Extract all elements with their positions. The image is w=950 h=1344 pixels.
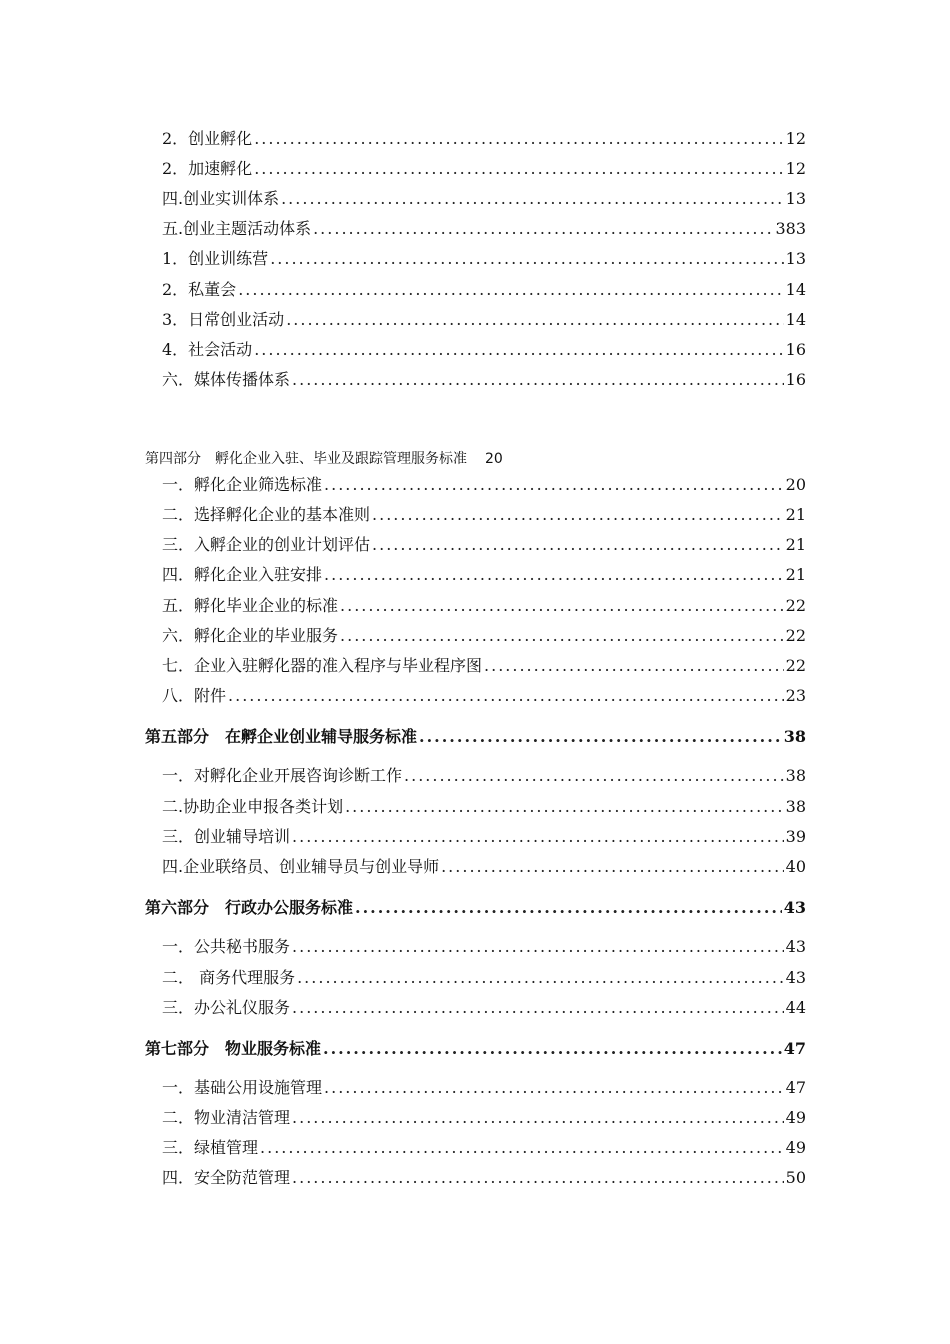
toc-label: 四．安全防范管理 xyxy=(162,1168,291,1187)
part-label: 第六部分 行政办公服务标准 xyxy=(145,898,354,917)
toc-label: 二． 商务代理服务 xyxy=(162,968,296,987)
leader-dots xyxy=(345,797,784,817)
toc-entry[interactable] xyxy=(162,535,806,555)
toc-page-number: 23 xyxy=(785,686,806,705)
part-label: 第七部分 物业服务标准 xyxy=(145,1039,322,1058)
toc-entry[interactable] xyxy=(162,1108,806,1128)
toc-entry[interactable] xyxy=(162,129,806,149)
toc-label: 一．基础公用设施管理 xyxy=(162,1078,323,1097)
toc-entry[interactable] xyxy=(162,475,806,495)
leader-dots xyxy=(340,596,784,616)
part4-heading[interactable] xyxy=(145,450,503,468)
leader-dots xyxy=(323,1039,782,1059)
toc-entry[interactable] xyxy=(162,656,806,676)
leader-dots xyxy=(228,686,784,706)
toc-page-number: 21 xyxy=(785,535,806,554)
toc-label: 一．孵化企业筛选标准 xyxy=(162,475,323,494)
toc-entry[interactable] xyxy=(162,280,806,300)
toc-entry[interactable] xyxy=(162,219,806,239)
toc-page-number: 38 xyxy=(785,766,806,785)
toc-entry[interactable] xyxy=(162,766,806,786)
toc-entry[interactable] xyxy=(162,249,806,269)
toc-entry[interactable] xyxy=(162,310,806,330)
toc-label: 4．社会活动 xyxy=(162,340,253,359)
toc-page-number: 47 xyxy=(785,1078,806,1097)
leader-dots xyxy=(292,1168,784,1188)
toc-page-number: 49 xyxy=(785,1138,806,1157)
toc-label: 八．附件 xyxy=(162,686,227,705)
leader-dots xyxy=(292,370,784,390)
leader-dots xyxy=(441,857,784,877)
leader-dots xyxy=(292,937,784,957)
toc-page-number: 21 xyxy=(785,505,806,524)
toc-page-number: 40 xyxy=(785,857,806,876)
toc-page-number: 383 xyxy=(775,219,806,238)
toc-page-number: 13 xyxy=(785,189,806,208)
toc-page-number: 43 xyxy=(785,937,806,956)
leader-dots xyxy=(297,968,784,988)
leader-dots xyxy=(324,1078,784,1098)
toc-page-number: 49 xyxy=(785,1108,806,1127)
toc-page-number: 22 xyxy=(785,626,806,645)
toc-entry[interactable] xyxy=(162,596,806,616)
leader-dots xyxy=(260,1138,784,1158)
toc-entry[interactable] xyxy=(162,968,806,988)
toc-page-number: 14 xyxy=(785,280,806,299)
toc-entry[interactable] xyxy=(162,937,806,957)
leader-dots xyxy=(254,129,783,149)
toc-page-number: 20 xyxy=(785,475,806,494)
leader-dots xyxy=(238,280,783,300)
part4-heading-page: 20 xyxy=(485,451,503,467)
toc-entry[interactable] xyxy=(162,857,806,877)
toc-label: 1．创业训练营 xyxy=(162,249,269,268)
toc-page-number: 14 xyxy=(785,310,806,329)
toc-label: 五.创业主题活动体系 xyxy=(162,219,312,238)
leader-dots xyxy=(254,340,783,360)
toc-entry[interactable] xyxy=(162,370,806,390)
toc-page-number: 21 xyxy=(785,565,806,584)
toc-label: 五．孵化毕业企业的标准 xyxy=(162,596,339,615)
toc-entry[interactable] xyxy=(162,340,806,360)
leader-dots xyxy=(313,219,773,239)
toc-page-number: 12 xyxy=(785,159,806,178)
leader-dots xyxy=(372,505,784,525)
leader-dots xyxy=(292,827,784,847)
part4-heading-text: 第四部分 孵化企业入驻、毕业及跟踪管理服务标准 xyxy=(145,451,467,467)
toc-label: 一．对孵化企业开展咨询诊断工作 xyxy=(162,766,403,785)
toc-entry[interactable] xyxy=(162,1138,806,1158)
leader-dots xyxy=(324,565,784,585)
toc-page-number: 22 xyxy=(785,656,806,675)
toc-entry[interactable] xyxy=(162,159,806,179)
leader-dots xyxy=(404,766,784,786)
toc-page-number: 13 xyxy=(785,249,806,268)
leader-dots xyxy=(270,249,783,269)
leader-dots xyxy=(292,1108,784,1128)
toc-entry[interactable] xyxy=(162,797,806,817)
toc-label: 七．企业入驻孵化器的准入程序与毕业程序图 xyxy=(162,656,483,675)
toc-page-number: 22 xyxy=(785,596,806,615)
toc-entry[interactable] xyxy=(162,505,806,525)
toc-label: 三．办公礼仪服务 xyxy=(162,998,291,1017)
toc-label: 二.协助企业申报各类计划 xyxy=(162,797,344,816)
toc-page-number: 50 xyxy=(785,1168,806,1187)
toc-label: 二．选择孵化企业的基本准则 xyxy=(162,505,371,524)
part-page-number: 38 xyxy=(783,727,806,746)
toc-entry[interactable] xyxy=(162,626,806,646)
toc-label: 2．私董会 xyxy=(162,280,237,299)
toc-label: 3．日常创业活动 xyxy=(162,310,285,329)
toc-label: 四.创业实训体系 xyxy=(162,189,280,208)
toc-label: 2．创业孵化 xyxy=(162,129,253,148)
part7-heading[interactable] xyxy=(145,1039,806,1059)
toc-page-number: 16 xyxy=(785,370,806,389)
part-page-number: 47 xyxy=(783,1039,806,1058)
toc-page-number: 39 xyxy=(785,827,806,846)
part6-heading[interactable] xyxy=(145,898,806,918)
leader-dots xyxy=(419,727,782,747)
toc-label: 三．绿植管理 xyxy=(162,1138,259,1157)
toc-entry[interactable] xyxy=(162,189,806,209)
toc-label: 三．入孵企业的创业计划评估 xyxy=(162,535,371,554)
toc-label: 三．创业辅导培训 xyxy=(162,827,291,846)
leader-dots xyxy=(324,475,784,495)
toc-page-number: 16 xyxy=(785,340,806,359)
toc-label: 四．孵化企业入驻安排 xyxy=(162,565,323,584)
toc-page-number: 43 xyxy=(785,968,806,987)
leader-dots xyxy=(254,159,783,179)
toc-label: 四.企业联络员、创业辅导员与创业导师 xyxy=(162,857,440,876)
leader-dots xyxy=(340,626,784,646)
leader-dots xyxy=(292,998,784,1018)
toc-page-number: 44 xyxy=(785,998,806,1017)
part-label: 第五部分 在孵企业创业辅导服务标准 xyxy=(145,727,418,746)
toc-entry[interactable] xyxy=(162,1078,806,1098)
leader-dots xyxy=(372,535,784,555)
leader-dots xyxy=(484,656,784,676)
toc-entry[interactable] xyxy=(162,827,806,847)
toc-label: 二．物业清洁管理 xyxy=(162,1108,291,1127)
leader-dots xyxy=(286,310,783,330)
leader-dots xyxy=(281,189,784,209)
toc-entry[interactable] xyxy=(162,998,806,1018)
toc-label: 六．孵化企业的毕业服务 xyxy=(162,626,339,645)
toc-entry[interactable] xyxy=(162,686,806,706)
toc-entry[interactable] xyxy=(162,1168,806,1188)
toc-page-number: 12 xyxy=(785,129,806,148)
toc-page-number: 38 xyxy=(785,797,806,816)
toc-label: 一．公共秘书服务 xyxy=(162,937,291,956)
part5-heading[interactable] xyxy=(145,727,806,747)
toc-label: 2．加速孵化 xyxy=(162,159,253,178)
toc-label: 六．媒体传播体系 xyxy=(162,370,291,389)
toc-entry[interactable] xyxy=(162,565,806,585)
leader-dots xyxy=(355,898,782,918)
part-page-number: 43 xyxy=(783,898,806,917)
